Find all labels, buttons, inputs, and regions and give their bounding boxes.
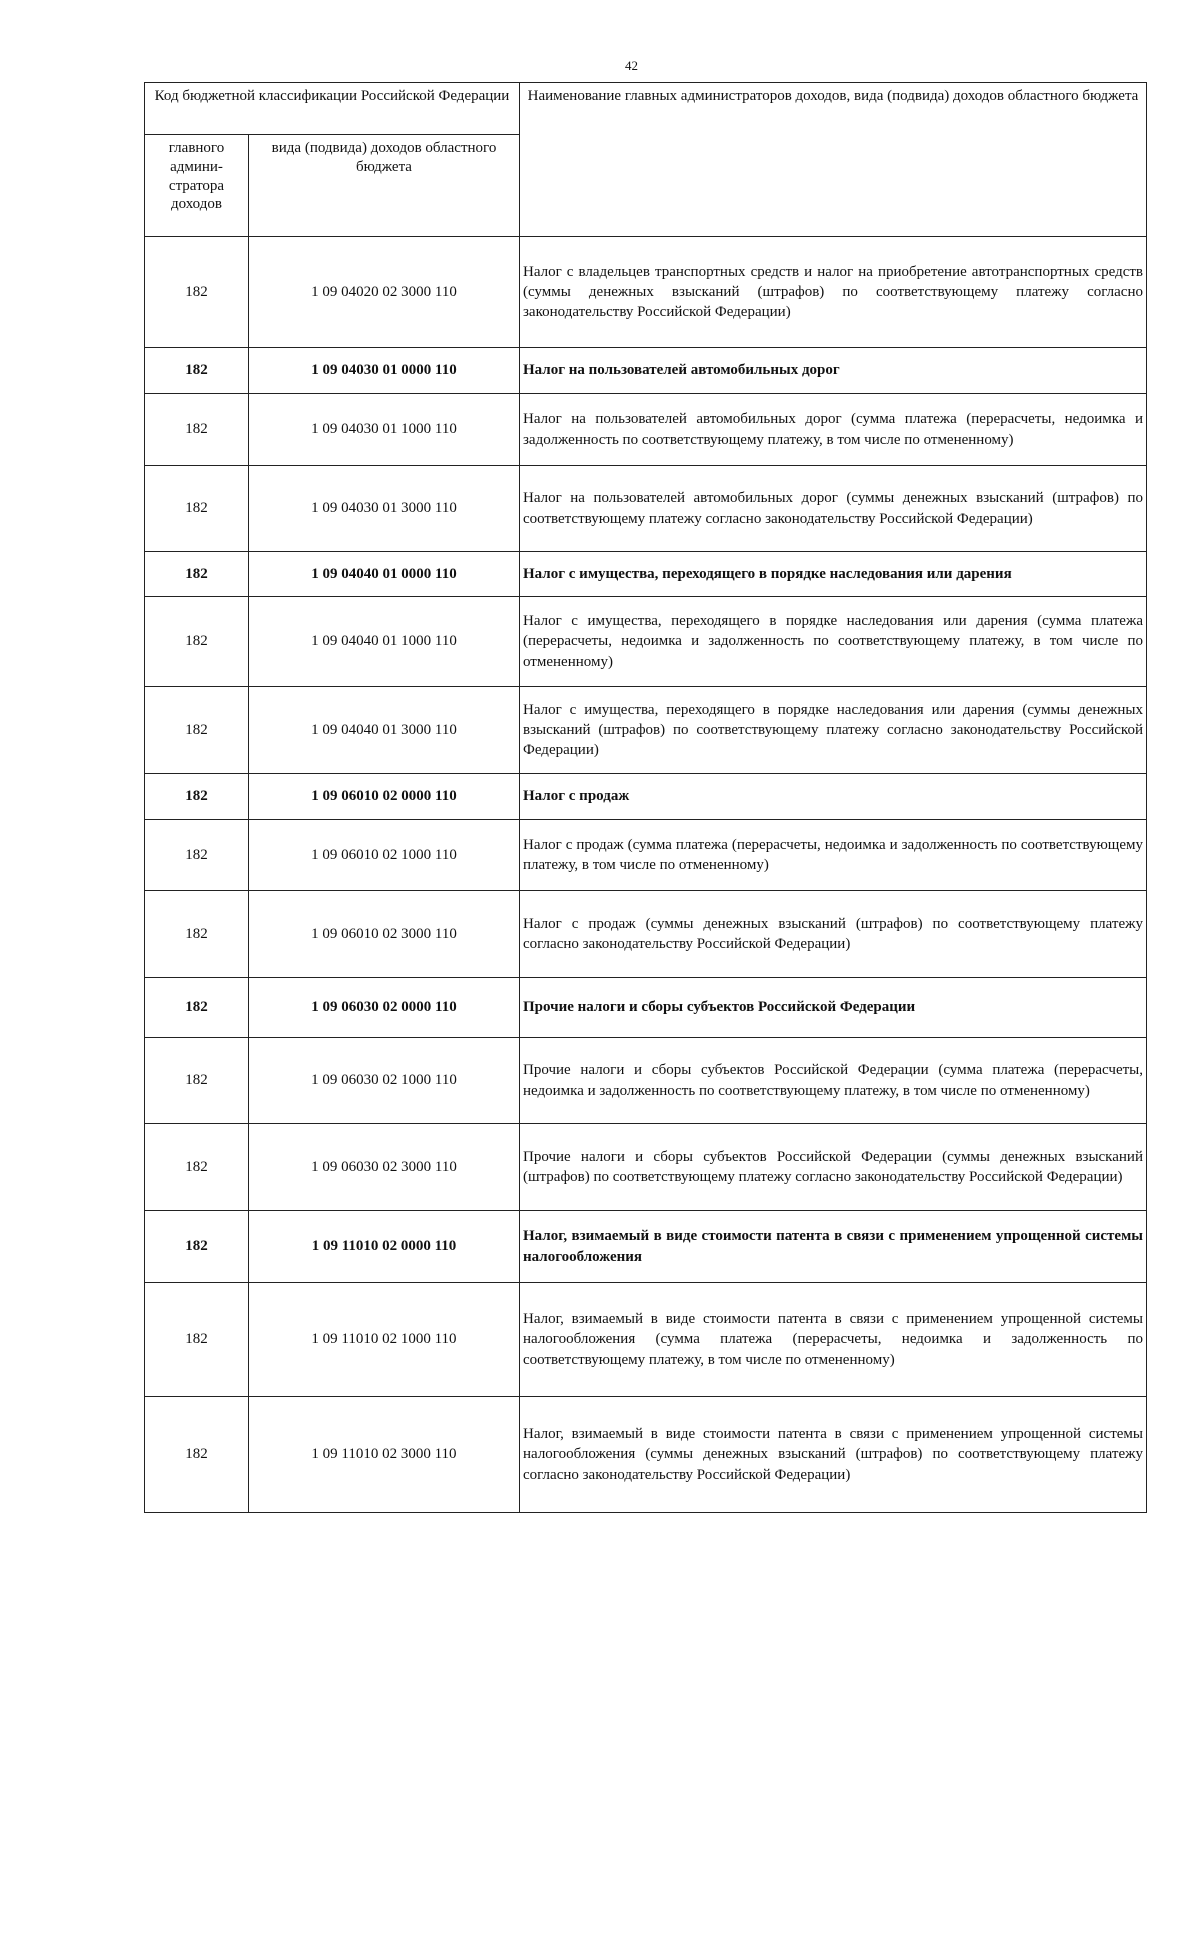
budget-code-cell: 1 09 04020 02 3000 110 — [249, 237, 520, 348]
admin-code-cell: 182 — [145, 1124, 249, 1211]
table-row — [145, 1283, 1147, 1397]
budget-code-cell: 1 09 06010 02 0000 110 — [249, 774, 520, 820]
admin-code-cell: 182 — [145, 1211, 249, 1283]
budget-code-cell: 1 09 06010 02 3000 110 — [249, 891, 520, 978]
budget-code-cell: 1 09 06010 02 1000 110 — [249, 820, 520, 891]
budget-code-cell: 1 09 11010 02 1000 110 — [249, 1283, 520, 1397]
admin-code-cell: 182 — [145, 348, 249, 394]
admin-code-cell: 182 — [145, 820, 249, 891]
table-row — [145, 348, 1147, 394]
revenue-name-cell: Налог на пользователей автомобильных дорог (суммы денежных взысканий (штрафов) по соответствующему платежу согласно законодательству Российской Федерации) — [520, 466, 1147, 552]
budget-code-cell: 1 09 04040 01 3000 110 — [249, 687, 520, 774]
table-row — [145, 237, 1147, 348]
table-row — [145, 1397, 1147, 1513]
budget-classification-table — [144, 82, 1147, 1513]
budget-code-cell: 1 09 06030 02 0000 110 — [249, 978, 520, 1038]
revenue-name-cell: Прочие налоги и сборы субъектов Российской Федерации — [520, 978, 1147, 1038]
budget-code-cell: 1 09 11010 02 0000 110 — [249, 1211, 520, 1283]
table-row — [145, 1038, 1147, 1124]
admin-code-cell: 182 — [145, 394, 249, 466]
budget-code-cell: 1 09 06030 02 3000 110 — [249, 1124, 520, 1211]
table-row — [145, 687, 1147, 774]
revenue-name-cell: Налог на пользователей автомобильных дорог — [520, 348, 1147, 394]
revenue-name-cell: Налог, взимаемый в виде стоимости патента в связи с применением упрощенной системы налогообложения — [520, 1211, 1147, 1283]
admin-code-cell: 182 — [145, 891, 249, 978]
header-admin-column: главного админи-стратора доходов — [145, 135, 249, 237]
header-name-column: Наименование главных администраторов доходов, вида (подвида) доходов областного бюджета — [520, 83, 1147, 237]
revenue-name-cell: Налог, взимаемый в виде стоимости патента в связи с применением упрощенной системы налогообложения (суммы денежных взысканий (штрафов) по соответствующему платежу согласно законодательству Российской Федерации) — [520, 1397, 1147, 1513]
revenue-name-cell: Налог с владельцев транспортных средств и налог на приобретение автотранспортных средств (суммы денежных взысканий (штрафов) по соответствующему платежу согласно законодательству Российской Федерации) — [520, 237, 1147, 348]
admin-code-cell: 182 — [145, 466, 249, 552]
table-row — [145, 597, 1147, 687]
admin-code-cell: 182 — [145, 774, 249, 820]
revenue-name-cell: Налог, взимаемый в виде стоимости патента в связи с применением упрощенной системы налогообложения (сумма платежа (перерасчеты, недоимка и задолженность по соответствующему платежу, в том числе по отмененному) — [520, 1283, 1147, 1397]
budget-code-cell: 1 09 06030 02 1000 110 — [249, 1038, 520, 1124]
header-code-group: Код бюджетной классификации Российской Федерации — [145, 83, 520, 135]
budget-code-cell: 1 09 04030 01 3000 110 — [249, 466, 520, 552]
revenue-name-cell: Налог на пользователей автомобильных дорог (сумма платежа (перерасчеты, недоимка и задолженность по соответствующему платежу, в том числе по отмененному) — [520, 394, 1147, 466]
table-row — [145, 552, 1147, 597]
header-type-column: вида (подвида) доходов областного бюджета — [249, 135, 520, 237]
admin-code-cell: 182 — [145, 687, 249, 774]
revenue-name-cell: Налог с имущества, переходящего в порядке наследования или дарения (суммы денежных взысканий (штрафов) по соответствующему платежу согласно законодательству Российской Федерации) — [520, 687, 1147, 774]
table-row — [145, 1211, 1147, 1283]
table-body — [145, 237, 1147, 1513]
page-number: 42 — [625, 58, 638, 73]
table-row — [145, 466, 1147, 552]
revenue-name-cell: Прочие налоги и сборы субъектов Российской Федерации (суммы денежных взысканий (штрафов) по соответствующему платежу согласно законодательству Российской Федерации) — [520, 1124, 1147, 1211]
table-row — [145, 820, 1147, 891]
admin-code-cell: 182 — [145, 552, 249, 597]
admin-code-cell: 182 — [145, 1038, 249, 1124]
admin-code-cell: 182 — [145, 597, 249, 687]
revenue-name-cell: Налог с имущества, переходящего в порядке наследования или дарения — [520, 552, 1147, 597]
budget-code-cell: 1 09 04030 01 1000 110 — [249, 394, 520, 466]
budget-code-cell: 1 09 04030 01 0000 110 — [249, 348, 520, 394]
revenue-name-cell: Прочие налоги и сборы субъектов Российской Федерации (сумма платежа (перерасчеты, недоимка и задолженность по соответствующему платежу, в том числе по отмененному) — [520, 1038, 1147, 1124]
table-row — [145, 774, 1147, 820]
table-row — [145, 1124, 1147, 1211]
revenue-name-cell: Налог с продаж (суммы денежных взысканий (штрафов) по соответствующему платежу согласно законодательству Российской Федерации) — [520, 891, 1147, 978]
budget-code-cell: 1 09 11010 02 3000 110 — [249, 1397, 520, 1513]
budget-code-cell: 1 09 04040 01 1000 110 — [249, 597, 520, 687]
admin-code-cell: 182 — [145, 237, 249, 348]
table-row — [145, 394, 1147, 466]
budget-code-cell: 1 09 04040 01 0000 110 — [249, 552, 520, 597]
revenue-name-cell: Налог с продаж (сумма платежа (перерасчеты, недоимка и задолженность по соответствующему платежу, в том числе по отмененному) — [520, 820, 1147, 891]
revenue-name-cell: Налог с имущества, переходящего в порядке наследования или дарения (сумма платежа (перерасчеты, недоимка и задолженность по соответствующему платежу, в том числе по отмененному) — [520, 597, 1147, 687]
table-row — [145, 891, 1147, 978]
table-row — [145, 978, 1147, 1038]
revenue-name-cell: Налог с продаж — [520, 774, 1147, 820]
admin-code-cell: 182 — [145, 978, 249, 1038]
admin-code-cell: 182 — [145, 1397, 249, 1513]
admin-code-cell: 182 — [145, 1283, 249, 1397]
